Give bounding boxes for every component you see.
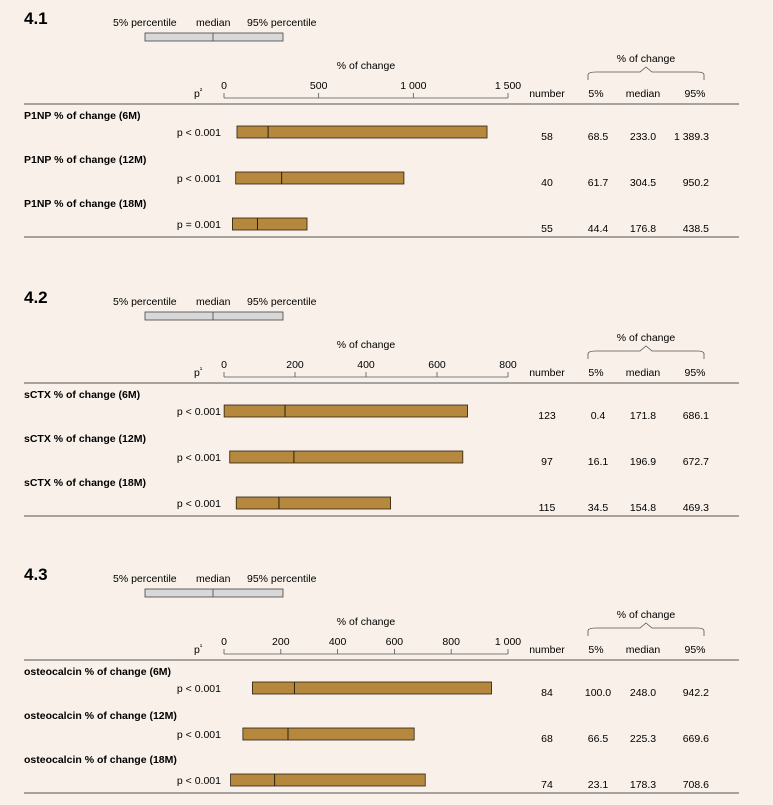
row-p5-value: 100.0: [584, 687, 612, 699]
tick-label: 600: [428, 359, 446, 371]
row-p5-value: 66.5: [587, 733, 609, 745]
row-median-value: 225.3: [629, 733, 657, 745]
tick-label: 1 000: [400, 80, 427, 92]
p95-column-header: 95%: [684, 644, 706, 656]
row-number: 55: [541, 223, 553, 235]
row-label: P1NP % of change (18M): [24, 198, 147, 210]
percentile-bar: [232, 218, 307, 230]
tick-label: 800: [442, 636, 460, 648]
p5-column-header: 5%: [588, 644, 604, 656]
row-p5-value: 16.1: [587, 456, 609, 468]
legend-p95-label: 95% percentile: [247, 17, 317, 29]
tick-label: 0: [221, 636, 227, 648]
row-median-value: 154.8: [629, 502, 657, 514]
legend-p5-label: 5% percentile: [113, 17, 177, 29]
row-p-value: p < 0.001: [176, 452, 221, 464]
row-number: 115: [538, 502, 556, 514]
percentile-bar: [252, 682, 491, 694]
row-p95-value: 669.6: [682, 733, 709, 745]
row-p-value: p < 0.001: [176, 406, 221, 418]
percentile-bar: [236, 172, 404, 184]
panel-title: 4.3: [24, 565, 48, 584]
legend-box: [145, 33, 283, 41]
row-p5-value: 61.7: [587, 177, 609, 189]
p-value-header-superscript: ²: [199, 88, 203, 95]
median-column-header: median: [625, 367, 661, 379]
panel-title: 4.2: [24, 288, 48, 307]
stats-group-brace: [588, 346, 704, 359]
row-p-value: p < 0.001: [176, 498, 221, 510]
row-number: 74: [541, 779, 553, 791]
number-column-header: number: [529, 88, 565, 100]
legend-box: [145, 312, 283, 320]
row-p5-value: 34.5: [587, 502, 609, 514]
legend-p5-label: 5% percentile: [113, 296, 177, 308]
percentile-bar: [231, 774, 426, 786]
row-number: 84: [541, 687, 553, 699]
row-p5-value: 44.4: [587, 223, 609, 235]
percentile-bar: [224, 405, 467, 417]
row-median-value: 304.5: [629, 177, 657, 189]
row-label: sCTX % of change (18M): [24, 477, 146, 489]
number-column-header: number: [529, 367, 565, 379]
tick-label: 400: [357, 359, 375, 371]
row-median-value: 176.8: [629, 223, 657, 235]
row-p-value: p < 0.001: [176, 775, 221, 787]
p-value-header-superscript: ¹: [199, 367, 203, 374]
tick-label: 500: [309, 80, 328, 92]
row-p-value: p = 0.001: [176, 219, 221, 231]
row-number: 58: [541, 131, 553, 143]
panel-title: 4.1: [24, 9, 48, 28]
stats-group-header: % of change: [616, 332, 676, 344]
stats-group-brace: [588, 67, 704, 80]
legend-p95-label: 95% percentile: [247, 573, 317, 585]
row-p95-value: 469.3: [682, 502, 709, 514]
row-label: osteocalcin % of change (6M): [24, 666, 172, 678]
median-column-header: median: [625, 644, 661, 656]
tick-label: 0: [221, 80, 227, 92]
tick-label: 600: [385, 636, 404, 648]
axis-title: % of change: [336, 616, 396, 628]
percentile-bar: [237, 126, 487, 138]
tick-label: 400: [328, 636, 347, 648]
p5-column-header: 5%: [588, 88, 604, 100]
row-p5-value: 0.4: [590, 410, 606, 422]
row-p5-value: 68.5: [587, 131, 609, 143]
row-p-value: p < 0.001: [176, 173, 221, 185]
number-column-header: number: [529, 644, 565, 656]
row-number: 68: [541, 733, 553, 745]
row-p95-value: 438.5: [682, 223, 709, 235]
tick-label: 1 000: [494, 636, 522, 648]
tick-label: 800: [499, 359, 517, 371]
tick-label: 200: [272, 636, 290, 648]
row-median-value: 171.8: [629, 410, 657, 422]
legend-median-label: median: [196, 296, 231, 308]
row-label: osteocalcin % of change (18M): [24, 754, 177, 766]
legend-p95-label: 95% percentile: [247, 296, 317, 308]
tick-label: 0: [221, 359, 227, 371]
row-p95-value: 950.2: [682, 177, 709, 189]
p-value-header: $p^{^1}$: [194, 367, 203, 379]
p95-column-header: 95%: [684, 367, 706, 379]
row-label: P1NP % of change (12M): [24, 154, 147, 166]
stats-group-header: % of change: [616, 53, 676, 65]
legend-p5-label: 5% percentile: [113, 573, 177, 585]
row-p-value: p < 0.001: [176, 127, 221, 139]
stats-group-brace: [588, 623, 704, 636]
stats-group-header: % of change: [616, 609, 676, 621]
row-p5-value: 23.1: [587, 779, 609, 791]
row-p95-value: 686.1: [682, 410, 709, 422]
percentile-bar: [243, 728, 414, 740]
row-label: osteocalcin % of change (12M): [24, 710, 177, 722]
row-p95-value: 708.6: [682, 779, 709, 791]
row-number: 40: [541, 177, 553, 189]
axis-title: % of change: [336, 339, 396, 351]
tick-label: 200: [286, 359, 304, 371]
row-median-value: 178.3: [629, 779, 657, 791]
row-p-value: p < 0.001: [176, 729, 221, 741]
axis-title: % of change: [336, 60, 396, 72]
legend-median-label: median: [196, 573, 231, 585]
row-median-value: 233.0: [629, 131, 657, 143]
p-value-header: $p^{^2}$: [194, 88, 203, 100]
row-number: 97: [541, 456, 553, 468]
row-median-value: 248.0: [629, 687, 657, 699]
row-label: P1NP % of change (6M): [24, 110, 141, 122]
legend-box: [145, 589, 283, 597]
percentile-bar: [236, 497, 390, 509]
legend-median-label: median: [196, 17, 231, 29]
row-p95-value: 672.7: [682, 456, 709, 468]
tick-label: 1 500: [494, 80, 522, 92]
p-value-header-superscript: ¹: [199, 644, 203, 651]
row-number: 123: [538, 410, 556, 422]
row-p95-value: 942.2: [682, 687, 709, 699]
p95-column-header: 95%: [684, 88, 706, 100]
row-p95-value: 1 389.3: [673, 131, 709, 143]
p5-column-header: 5%: [588, 367, 604, 379]
median-column-header: median: [625, 88, 661, 100]
row-label: sCTX % of change (6M): [24, 389, 141, 401]
row-label: sCTX % of change (12M): [24, 433, 146, 445]
percentile-bar: [230, 451, 463, 463]
row-median-value: 196.9: [629, 456, 657, 468]
p-value-header: $p^{^1}$: [194, 644, 203, 656]
row-p-value: p < 0.001: [176, 683, 221, 695]
